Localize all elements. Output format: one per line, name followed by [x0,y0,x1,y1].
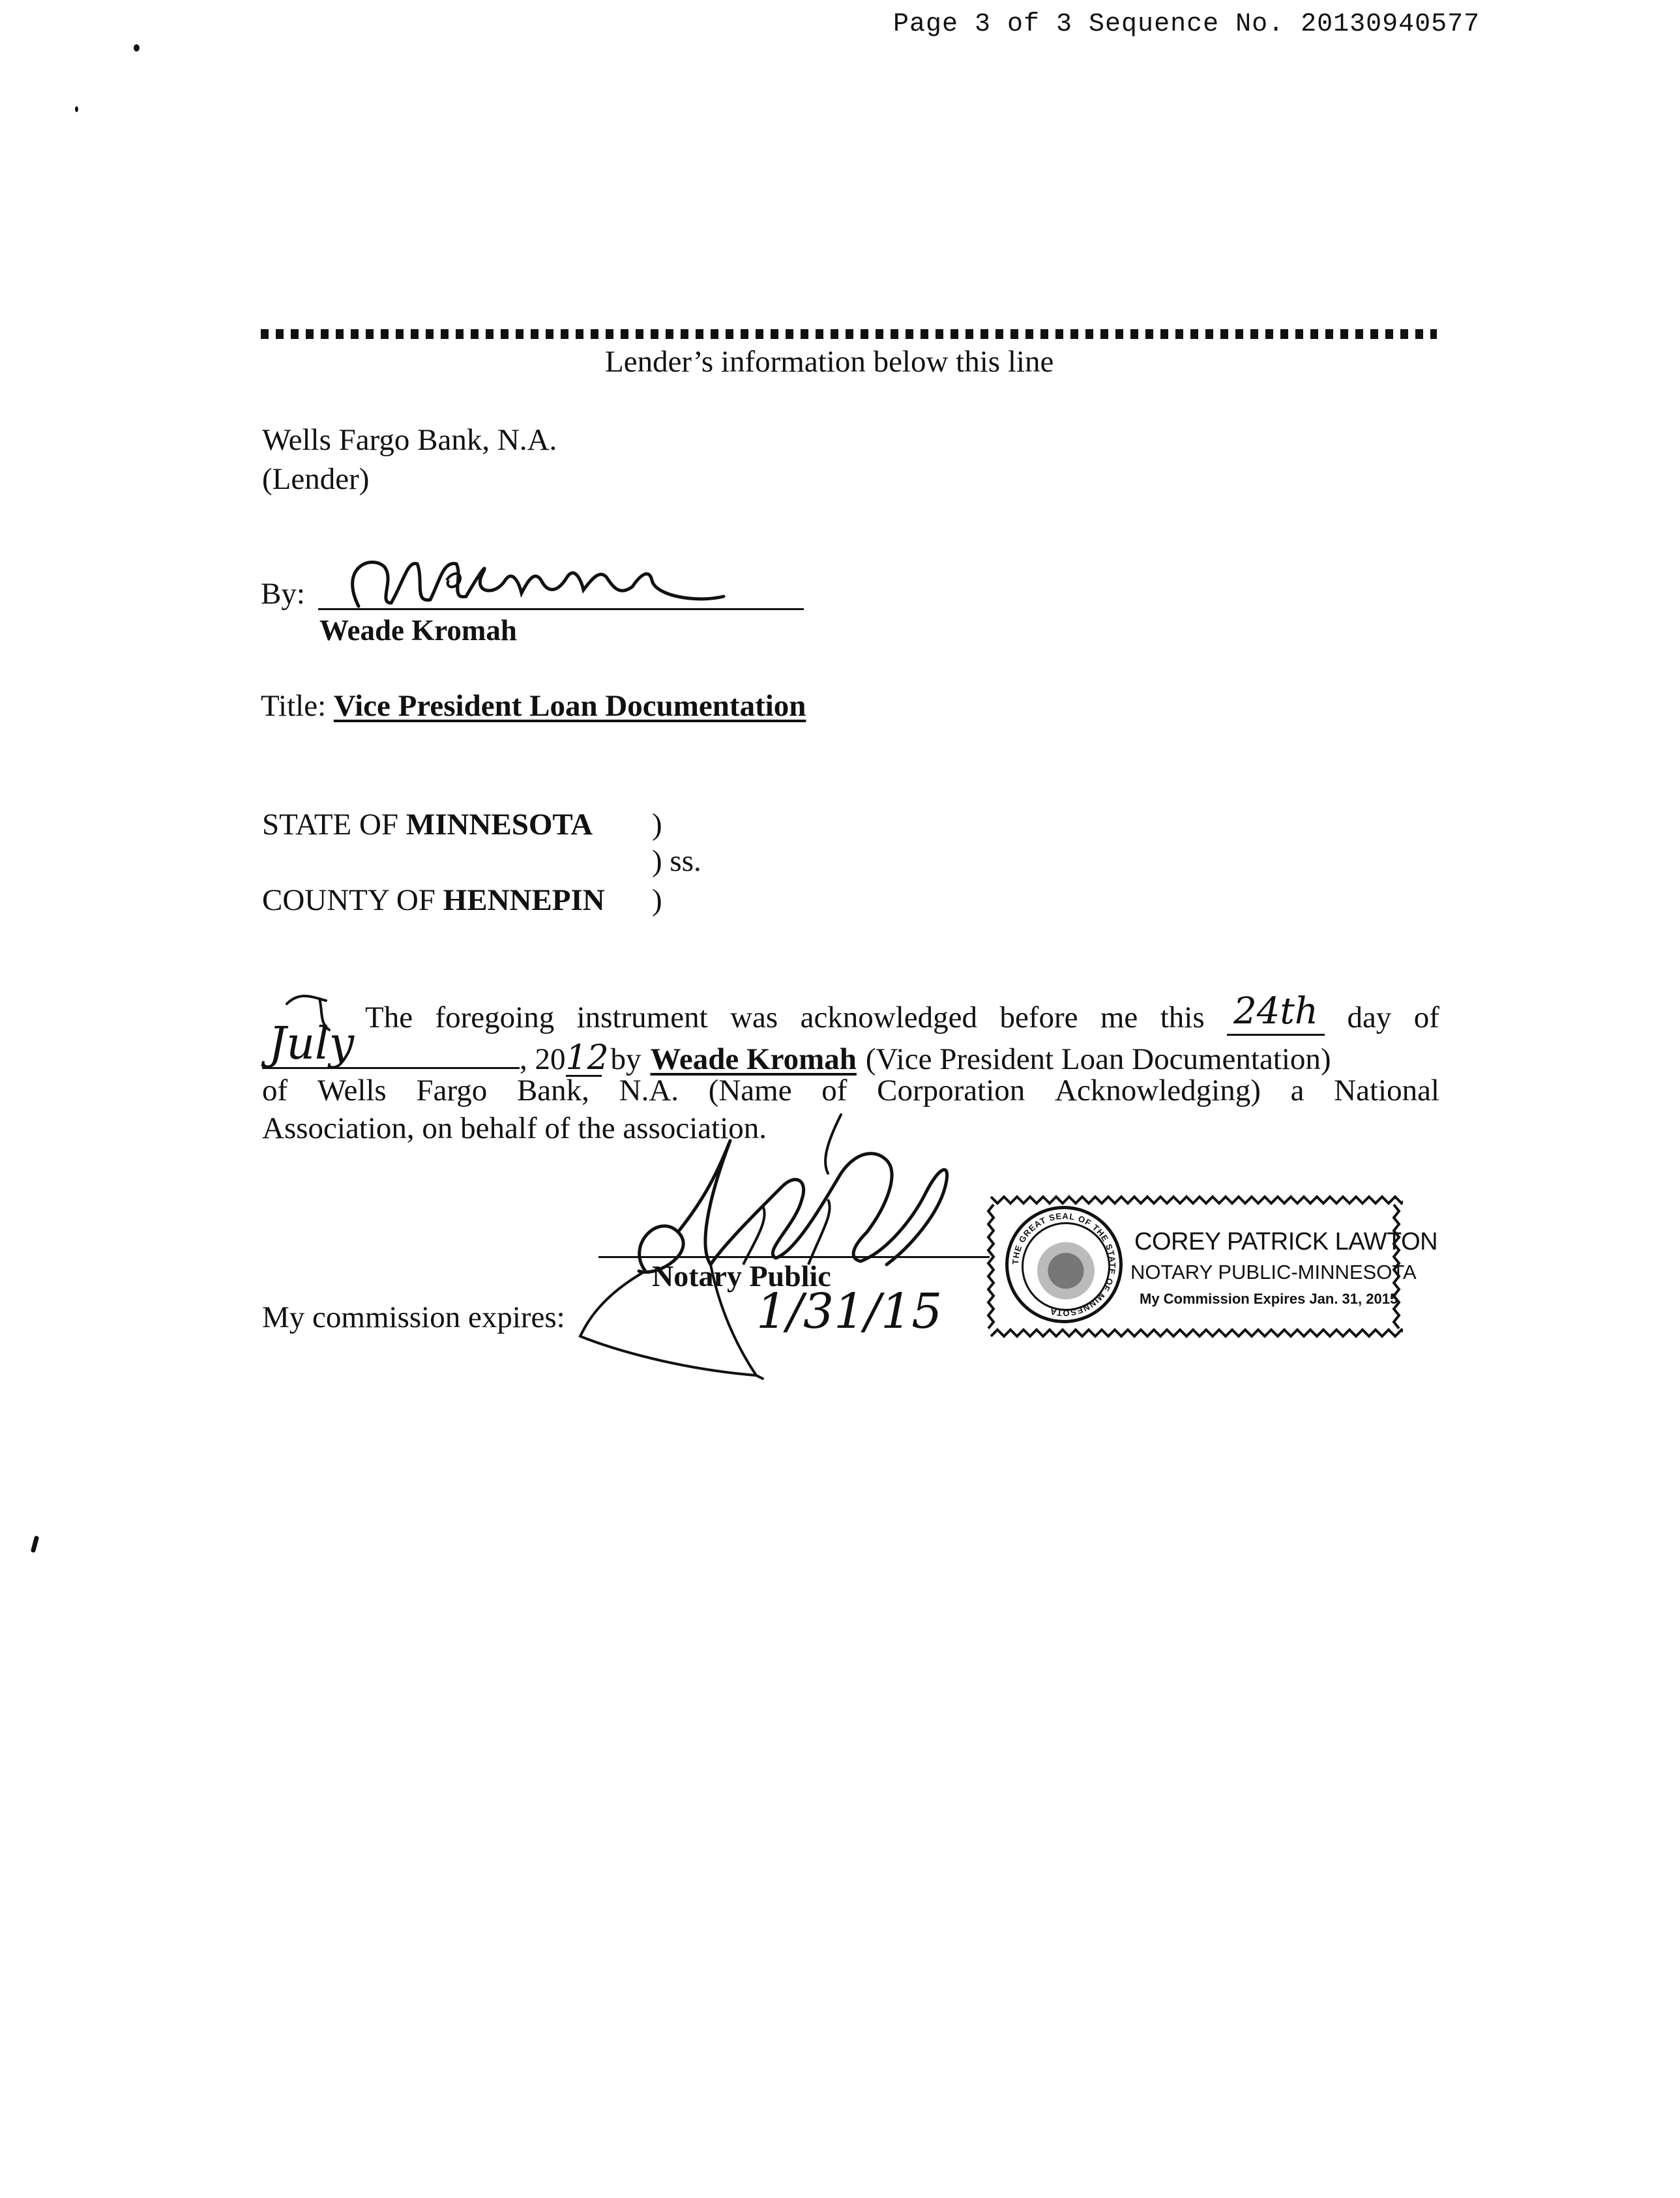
ack-word: of [262,1074,288,1107]
handwritten-day: 24th [1233,990,1318,1033]
by-word: by [610,1042,641,1076]
title-value: Vice President Loan Documentation [333,689,806,723]
state-label: STATE OF [262,808,399,842]
ack-word: Fargo [416,1074,488,1107]
year-prefix: , 20 [520,1042,566,1076]
ack-word: me [1100,1001,1138,1034]
ack-word: The [365,1001,413,1034]
notary-stamp [986,1192,1438,1343]
stamp-notary-name: COREY PATRICK LAWTON [1134,1228,1438,1255]
ack-word: N.A. [619,1074,679,1107]
ss-mark: ) ss. [652,844,701,878]
page-sequence-header: Page 3 of 3 Sequence No. 20130940577 [893,10,1481,39]
ack-word: before [999,1001,1078,1034]
county-line [262,885,605,916]
ack-word: day [1347,1001,1392,1034]
lender-name: Wells Fargo Bank, N.A. [262,423,557,457]
county-label: COUNTY OF [262,883,435,917]
acknowledgment-line-4: Association, on behalf of the association. [262,1111,767,1145]
acknowledgment-line-1 [365,990,1439,1036]
seal-text: THE GREAT SEAL OF THE STATE OF MINNESOTA [1010,1210,1118,1319]
lender-signature [332,541,737,619]
stamp-commission-expires: My Commission Expires Jan. 31, 2015 [1140,1291,1398,1307]
lender-role: (Lender) [262,462,370,496]
notary-public-label: Notary Public [652,1259,831,1293]
ack-word: Acknowledging) [1055,1074,1261,1107]
ack-word: (Name [708,1074,792,1107]
ack-signatory-name: Weade Kromah [650,1042,857,1076]
ack-word: acknowledged [800,1001,978,1034]
stamp-notary-title: NOTARY PUBLIC-MINNESOTA [1130,1261,1417,1283]
state-paren: ) [652,808,662,842]
county-value: HENNEPIN [443,883,605,917]
ack-word: instrument [576,1001,708,1034]
ack-word: of [1413,1001,1439,1034]
ack-word: Wells [317,1074,387,1107]
svg-text:THE GREAT SEAL OF THE STATE OF [1010,1211,1117,1318]
handwritten-commission-expiry: 1/31/15 [756,1283,943,1340]
state-seal-icon [1005,1206,1123,1323]
title-line [261,691,806,722]
state-line [262,810,593,840]
handwritten-year: 12 [565,1038,609,1077]
ack-word: foregoing [435,1001,555,1034]
ack-word: National [1334,1074,1439,1107]
ack-word: of [821,1074,847,1107]
lender-info-divider [261,329,1437,339]
ack-signatory-title: (Vice President Loan Documentation) [865,1042,1331,1076]
commission-expires-label: My commission expires: [262,1300,565,1334]
title-label: Title: [261,689,327,723]
scan-speck [134,44,140,51]
ack-word: Corporation [877,1074,1025,1107]
by-label: By: [261,577,305,611]
ack-word: this [1160,1001,1205,1034]
county-paren: ) [652,883,662,917]
state-value: MINNESOTA [405,808,593,842]
handwritten-month: July [269,1018,355,1070]
notary-signature [548,1102,1017,1388]
ack-word: was [730,1001,778,1034]
signatory-name: Weade Kromah [319,614,517,647]
divider-caption: Lender’s information below this line [605,345,1054,379]
ack-word: a [1290,1074,1304,1107]
scan-speck [75,106,78,112]
acknowledgment-line-2 [262,1018,1439,1077]
ack-word: Bank, [516,1074,589,1107]
scan-speck [31,1536,39,1553]
